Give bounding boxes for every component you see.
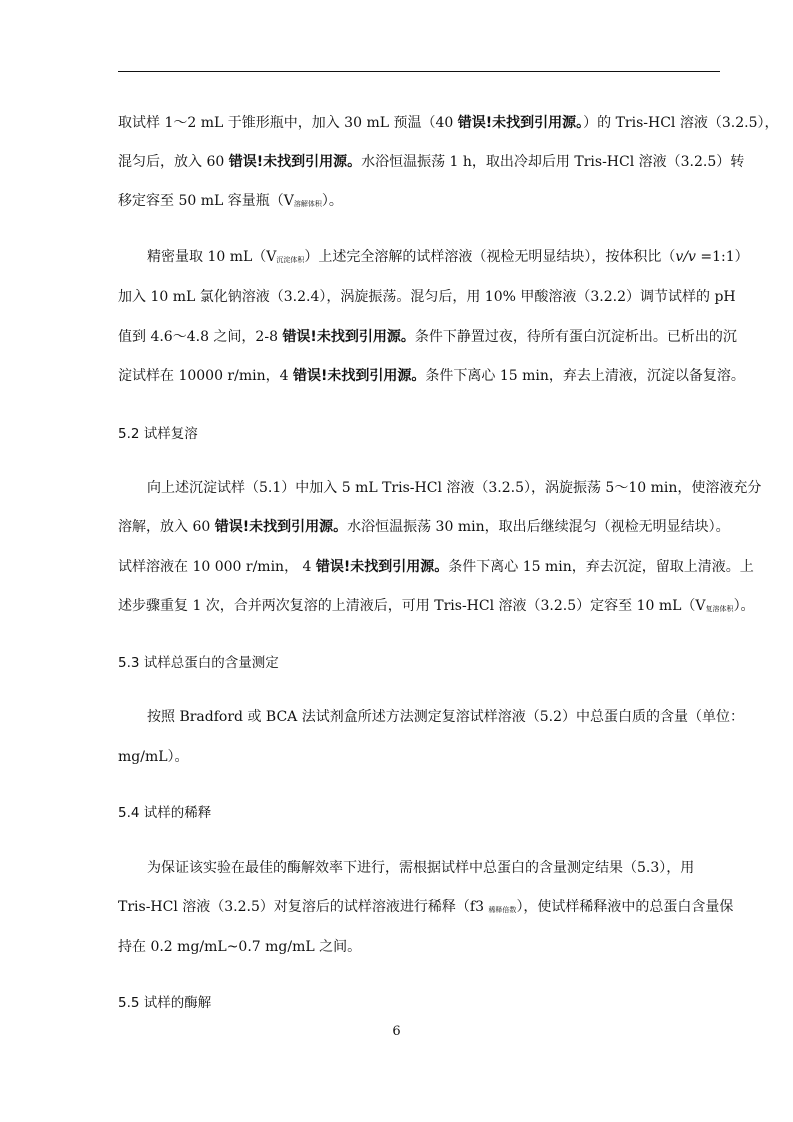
header-rule bbox=[118, 71, 720, 72]
p2-line-1: 精密量取 10 mL（V沉淀体积）上述完全溶解的试样溶液（视检无明显结块），按体积比（v/v =1:1） bbox=[147, 249, 749, 265]
p3-line-3: 试样溶液在 10 000 r/min， 4 错误!未找到引用源。条件下离心 15 min，弃去沉淀，留取上清液。上 bbox=[118, 559, 754, 575]
p5-line-1: 为保证该实验在最佳的酶解效率下进行，需根据试样中总蛋白的含量测定结果（5.3），用 bbox=[147, 860, 695, 876]
p3-line-2: 溶解，放入 60 错误!未找到引用源。水浴恒温振荡 30 min，取出后继续混匀（视检无明显结块）。 bbox=[118, 519, 730, 535]
error-reference: 错误!未找到引用源。 bbox=[214, 519, 348, 535]
error-reference: 错误!未找到引用源。 bbox=[315, 559, 449, 575]
p1-line-2: 混匀后，放入 60 错误!未找到引用源。水浴恒温振荡 1 h，取出冷却后用 Tris-HCl 溶液（3.2.5）转 bbox=[118, 154, 745, 170]
error-reference: 错误!未找到引用源。 bbox=[292, 368, 426, 384]
p3-line-1: 向上述沉淀试样（5.1）中加入 5 mL Tris-HCl 溶液（3.2.5），涡旋振荡 5～10 min，使溶液充分 bbox=[147, 480, 762, 496]
p3-line-4: 述步骤重复 1 次，合并两次复溶的上清液后，可用 Tris-HCl 溶液（3.2.5）定容至 10 mL（V复溶体积）。 bbox=[118, 598, 755, 614]
p5-line-3: 持在 0.2 mg/mL~0.7 mg/mL 之间。 bbox=[118, 939, 362, 955]
p2-line-3: 值到 4.6～4.8 之间，2-8 错误!未找到引用源。条件下静置过夜，待所有蛋白沉淀析出。已析出的沉 bbox=[118, 329, 737, 345]
p4-line-2: mg/mL）。 bbox=[118, 749, 189, 765]
section-heading-5-5: 5.5 试样的酶解 bbox=[118, 995, 212, 1011]
section-heading-5-2: 5.2 试样复溶 bbox=[118, 426, 198, 442]
section-heading-5-4: 5.4 试样的稀释 bbox=[118, 805, 212, 821]
error-reference: 错误!未找到引用源。 bbox=[228, 154, 362, 170]
page-number: 6 bbox=[392, 1024, 401, 1039]
error-reference: 错误!未找到引用源。 bbox=[457, 115, 584, 131]
section-heading-5-3: 5.3 试样总蛋白的含量测定 bbox=[118, 655, 279, 671]
p4-line-1: 按照 Bradford 或 BCA 法试剂盒所述方法测定复溶试样溶液（5.2）中总蛋白质的含量（单位： bbox=[147, 709, 744, 725]
p2-line-4: 淀试样在 10000 r/min，4 错误!未找到引用源。条件下离心 15 min，弃去上清液，沉淀以备复溶。 bbox=[118, 368, 745, 384]
p1-line-1: 取试样 1～2 mL 于锥形瓶中，加入 30 mL 预温（40 错误!未找到引用源。）的 Tris-HCl 溶液（3.2.5）， bbox=[118, 115, 779, 131]
p5-line-2: Tris-HCl 溶液（3.2.5）对复溶后的试样溶液进行稀释（f3 稀释倍数），使试样稀释液中的总蛋白含量保 bbox=[118, 899, 734, 915]
p2-line-2: 加入 10 mL 氯化钠溶液（3.2.4），涡旋振荡。混匀后，用 10% 甲酸溶液（3.2.2）调节试样的 pH bbox=[118, 289, 736, 305]
error-reference: 错误!未找到引用源。 bbox=[282, 329, 415, 345]
p1-line-3: 移定容至 50 mL 容量瓶（V溶解体积）。 bbox=[118, 193, 343, 209]
